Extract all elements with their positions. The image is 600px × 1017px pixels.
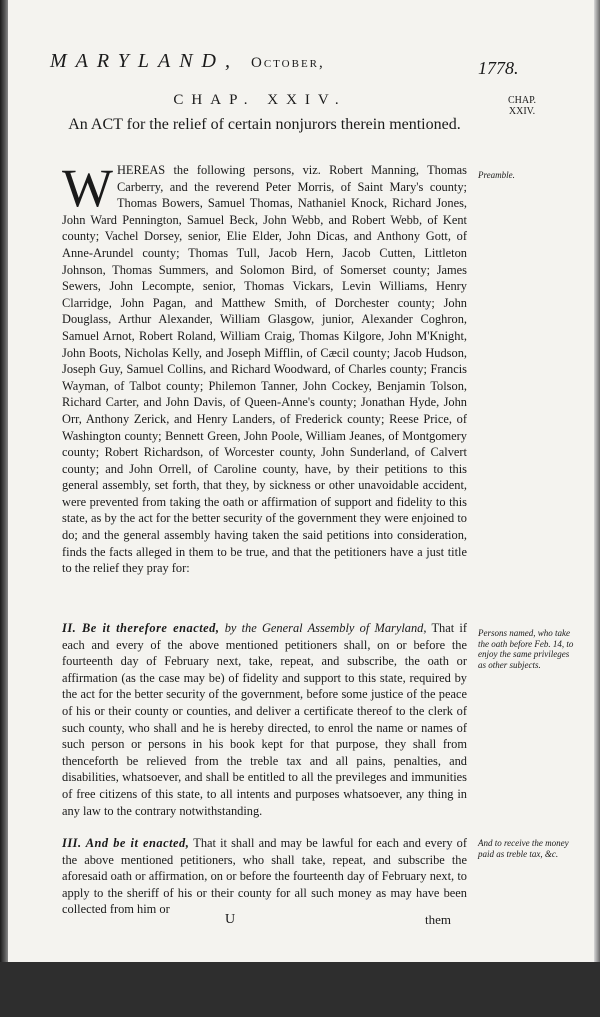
- preamble-paragraph: [62, 158, 467, 577]
- header-state: MARYLAND,: [50, 50, 239, 72]
- section-two-lead: II. Be it therefore enacted,: [62, 621, 220, 635]
- page-edge-shadow: [594, 0, 600, 962]
- section-three-text: That it shall and may be lawful for each and every of the above mentioned petitioners, who shall take, repeat, and subscribe the aforesaid oath or affirmation, on or before the fourteenth day of February next, to apply to the sheriff of his or their county for all such money as may have been collected from him or: [62, 836, 468, 917]
- running-header: [50, 50, 530, 80]
- chapter-margin-label: [482, 95, 562, 117]
- book-gutter-shadow: [0, 0, 8, 1017]
- section-two-paragraph: [62, 620, 467, 819]
- margin-note-persons-named: Persons named, who take the oath before Feb. 14, to enjoy the same privileges as other subjects.: [478, 628, 574, 670]
- margin-note-receive-money: And to receive the money paid as treble tax, &c.: [478, 838, 569, 859]
- section-three-paragraph: [62, 835, 467, 918]
- chapter-title: CHAP. XXIV.: [173, 92, 347, 108]
- catchword: them: [425, 912, 451, 927]
- scan-background: [0, 962, 600, 1017]
- chapter-margin-line1: CHAP.: [507, 95, 537, 106]
- section-two-text: That if each and every of the above mentioned petitioners shall, on or before the fourteenth day of February next, take, repeat, and subscribe, the oath or affirmation (as the case may be) of fidelity and support to this state, required by the act for the better security of the government, before some justice of the peace of his or their county or counties, and deliver a certificate thereof to the clerk of such county, who shall and he is hereby directed, to enrol the name or names of such person or persons in his book kept for that purpose, they shall from thenceforth be relieved from the treble tax and all pains, penalties, and disabilities, whatsoever, and shall be entitled to all the previleges and immunities of free citizens of this state, to all intents and purposes whatsoever, any thing in any law to the contrary notwithstanding.: [62, 621, 467, 818]
- margin-note-preamble: Preamble.: [478, 170, 515, 180]
- act-title: An ACT for the relief of certain nonjurors therein mentioned.: [68, 116, 461, 133]
- header-month: October,: [250, 55, 325, 71]
- section-three-lead: III. And be it enacted,: [62, 836, 190, 850]
- printer-signature-mark: U: [225, 912, 236, 927]
- section-two-italic: by the General Assembly of Maryland,: [224, 621, 427, 635]
- drop-cap: W: [62, 158, 113, 218]
- preamble-text: HEREAS the following persons, viz. Robert Manning, Thomas Carberry, and the reverend Peter Morris, of Saint Mary's county; Thomas Bowers, Samuel Thomas, Nathaniel Knock, Richard Jones, John Ward Pennington, Samuel Beck, John Webb, and Robert Webb, of Kent county; Vachel Dorsey, senior, Elie Elder, John Dicas, and Anthony Gott, of Anne-Arundel county; Thomas Tull, Jacob Hern, Jacob Cutten, Littleton Johnson, Thomas Summers, and Solomon Bird, of Somerset county; James Sewers, John Lecompte, senior, Thomas Vickars, Levin Williams, Henry Clarridge, John Pagan, and Matthew Smith, of Dorchester county; John Douglass, Arthur Alexander, William Glasgow, junior, Alexander Coghron, Samuel Arnot, Robert Roland, William Craig, Thomas Kilgore, John M'Knight, John Boots, Nicholas Kelly, and Joseph Mifflin, of Cæcil county; Jacob Hudson, Joseph Guy, Samuel Collins, and Richard Woodward, of Charles county; Francis Wayman, of Talbot county; Philemon Tanner, John Cockey, Benjamin Tolson, Richard Carter, and John Davis, of Queen-Anne's county; Jonathan Hyde, John Orr, Anthony Zerick, and Henry Landers, of Frederick county; Reese Price, of Washington county; Bennett Green, John Poole, William Jeanes, of Montgomery county; Robert Richardson, of Worcester county, John Sunderland, of Calvert county; and John Orrell, of Caroline county, have, by their petitions to this general assembly, set forth, that they, by sickness or other unavoidable accident, were prevented from taking the oath or affirmation of support and fidelity to this state, as by the act for the better security of the government they were enjoined to do; and the general assembly having taken the said petitions into consideration, finds the facts alleged in them to be true, and that the petitioners have a just title to the relief they pray for:: [62, 163, 467, 576]
- chapter-margin-line2: XXIV.: [508, 106, 536, 117]
- header-year: 1778.: [478, 58, 519, 78]
